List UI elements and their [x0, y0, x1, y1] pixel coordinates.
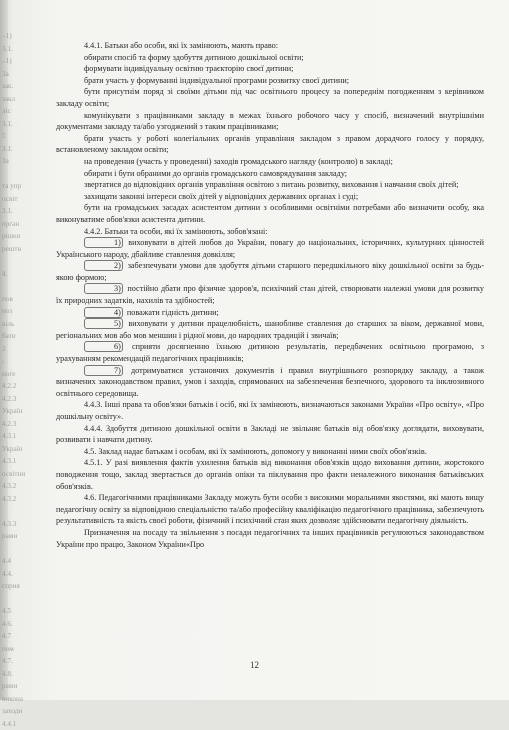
right-item: комунікувати з працівниками закладу в межах їхнього робочого часу у спосіб, визначений внутрішніми документами закладу та/або узгоджений з таким працівниками; [56, 110, 484, 133]
bleed-line: орган [2, 218, 48, 231]
item-number: 3) [84, 283, 123, 294]
bleed-line: Україн [2, 405, 48, 418]
bleed-line: 3.1. [2, 43, 48, 56]
bleed-line: 4.2.3 [2, 418, 48, 431]
bleed-line: сприя [2, 580, 48, 593]
bleed-line: 3а [2, 155, 48, 168]
item-number: 2) [84, 260, 123, 271]
bleed-line: 4.3.2 [2, 480, 48, 493]
bleed-line [2, 505, 48, 518]
bleed-line [2, 255, 48, 268]
paragraph-4-4-1: 4.4.1. Батьки або особи, які їх замінюють, мають право: [56, 40, 484, 52]
bleed-line: 3.1. [2, 143, 48, 156]
bleed-line: 4.2.3 [2, 393, 48, 406]
bleed-line: бати [2, 330, 48, 343]
bleed-line [2, 280, 48, 293]
bleed-line: 4.5 [2, 605, 48, 618]
right-item: звертатися до відповідних органів управління освітою з питань розвитку, виховання і навчання своїх дітей; [56, 179, 484, 191]
item-text: поважати гідність дитини; [127, 308, 219, 317]
bleed-line: пом [2, 643, 48, 656]
paragraph-4-6: 4.6. Педагогічними працівниками Закладу можуть бути особи з високими моральними якостями, які мають вищу педагогічну освіту за відповідною спеціальністю та/або професійну кваліфікацію педагогічного працівника, забезпечують результативність та якість своєї роботи, фізичний і психічний стан яких дозволяє здійснювати педагогічну діяльність. [56, 492, 484, 527]
bleed-line: 2 [2, 343, 48, 356]
bleed-line: рами [2, 680, 48, 693]
item-text: дотримуватися установчих документів і правил внутрішнього розпорядку закладу, а також визначених законодавством правил, умов і заходів, спрямованих на забезпечення безпечного, здорового та інклюзивного освітнього середовища. [56, 366, 484, 398]
bleed-line: 3а [2, 68, 48, 81]
bleed-line: 4.3.3 [2, 518, 48, 531]
item-number: 1) [84, 237, 123, 248]
right-item: на проведення (участь у проведенні) заходів громадського нагляду (контролю) в закладі; [56, 156, 484, 168]
bleed-through-margin [2, 30, 48, 630]
bleed-line: віль [2, 318, 48, 331]
bleed-line: 4.7 [2, 630, 48, 643]
item-text: виховувати в дітей любов до України, повагу до національних, історичних, культурних цінностей Українського народу, дбайливе ставлення довкілля; [56, 238, 484, 259]
duty-item [56, 318, 484, 341]
bleed-line: ліс [2, 105, 48, 118]
right-item: бути присутнім поряд зі своїми дітьми під час освітнього процесу за попереднім погодженням з керівником закладу освіти; [56, 86, 484, 109]
bleed-line: та упр [2, 180, 48, 193]
bleed-line: 3.1. [2, 205, 48, 218]
bleed-line: ноге [2, 368, 48, 381]
bleed-line: Україн [2, 443, 48, 456]
bleed-line: 4.4.1 [2, 718, 48, 730]
right-item: захищати законні інтереси своїх дітей у відповідних державних органах і суді; [56, 191, 484, 203]
bleed-line: рештн [2, 243, 48, 256]
bleed-line: рішен [2, 230, 48, 243]
bleed-line: рами [2, 530, 48, 543]
paragraph-4-5: 4.5. Заклад надає батькам і особам, які їх замінюють, допомогу у виконанні ними своїх обов'язків. [56, 446, 484, 458]
duty-item [56, 365, 484, 400]
page-number: 12 [0, 660, 509, 670]
bleed-line: 4.2.2 [2, 380, 48, 393]
item-text: сприяти досягненню їхньою дитиною результатів, передбачених освітньою програмою, з урахуванням рекомендацій педагогічних працівників; [56, 342, 484, 363]
bleed-line: –1) [2, 30, 48, 43]
bleed-line [2, 168, 48, 181]
right-item: обирати спосіб та форму здобуття дитиною дошкільної освіти; [56, 52, 484, 64]
duty-item [56, 260, 484, 283]
right-item: обирати і бути обраними до органів громадського самоврядування закладу; [56, 168, 484, 180]
bleed-line: 5 [2, 130, 48, 143]
bleed-line: 4.3.1 [2, 430, 48, 443]
paragraph-4-5-1: 4.5.1. У разі виявлення фактів ухилення батьків від виконання обов'язків щодо виховання дитини, жорстокого поводження тощо, заклад звертається до органів опіки та піклування про факти неналежного виконання батьківських обов'язків. [56, 457, 484, 492]
right-item: брати участь у формуванні індивідуальної програми розвитку своєї дитини; [56, 75, 484, 87]
bleed-line: 4.8. [2, 668, 48, 681]
right-item: формувати індивідуальну освітню траєкторію своєї дитини; [56, 63, 484, 75]
item-text: виховувати у дитини працелюбність, шанобливе ставлення до старших за віком, державної мови, регіональних мов або мов меншин і рідної мови, до народних традицій і звичаїв; [56, 319, 484, 340]
bleed-line [2, 593, 48, 606]
bleed-line: 4.3.1 [2, 455, 48, 468]
bleed-line: 4. [2, 268, 48, 281]
bleed-line: ноз [2, 305, 48, 318]
right-item: брати участь у роботі колегіальних органів управління закладом з правом дорадчого голосу у порядку, встановленому закладом освіти; [56, 133, 484, 156]
document-body [56, 40, 484, 550]
bleed-line: освіт [2, 193, 48, 206]
item-text: забезпечувати умови для здобуття дітьми старшого передшкільного віку дошкільної освіти за будь-якою формою; [56, 261, 484, 282]
duty-item [56, 307, 484, 319]
item-number: 7) [84, 365, 123, 376]
duty-item [56, 237, 484, 260]
bleed-line: заходи [2, 705, 48, 718]
bleed-line: 4.4. [2, 568, 48, 581]
bleed-line: ; [2, 355, 48, 368]
paragraph-4-4-3: 4.4.3. Інші права та обов'язки батьків і осіб, які їх замінюють, визначаються законами України «Про освіту», «Про дошкільну освіту». [56, 399, 484, 422]
paragraph-4-4-4: 4.4.4. Здобуття дитиною дошкільної освіти в Закладі не звільняє батьків від обов'язку доглядати, виховувати, розвивати і навчати дитину. [56, 423, 484, 446]
bleed-line: освітни [2, 468, 48, 481]
paragraph-4-4-2: 4.4.2. Батьки та особи, які їх замінюють, зобов'язані: [56, 226, 484, 238]
bleed-line [2, 543, 48, 556]
item-number: 6) [84, 341, 123, 352]
item-text: постійно дбати про фізичне здоров'я, психічний стан дітей, створювати належні умови для розвитку їх природних задатків, нахилів та здібностей; [56, 284, 484, 305]
bleed-line: 4.7. [2, 655, 48, 668]
paragraph-appointment: Призначення на посаду та звільнення з посади педагогічних та інших працівників регулюються законодавством України про працю, Законом України«Про [56, 527, 484, 550]
item-number: 4) [84, 307, 123, 318]
right-item: бути на громадських засадах асистентом дитини з особливими освітніми потребами або визначити особу, яка виконуватиме обов'язки асистента дитини. [56, 202, 484, 225]
duty-item [56, 283, 484, 306]
bleed-line: 4.4 [2, 555, 48, 568]
duty-item [56, 341, 484, 364]
bleed-line: зак. [2, 80, 48, 93]
item-number: 5) [84, 318, 123, 329]
bleed-line: 4.3.2 [2, 493, 48, 506]
bleed-line: закл [2, 93, 48, 106]
bleed-line: викона [2, 693, 48, 706]
bleed-line: 3.1. [2, 118, 48, 131]
bleed-line: пов [2, 293, 48, 306]
bleed-line: 4.6. [2, 618, 48, 631]
bleed-line: –1) [2, 55, 48, 68]
